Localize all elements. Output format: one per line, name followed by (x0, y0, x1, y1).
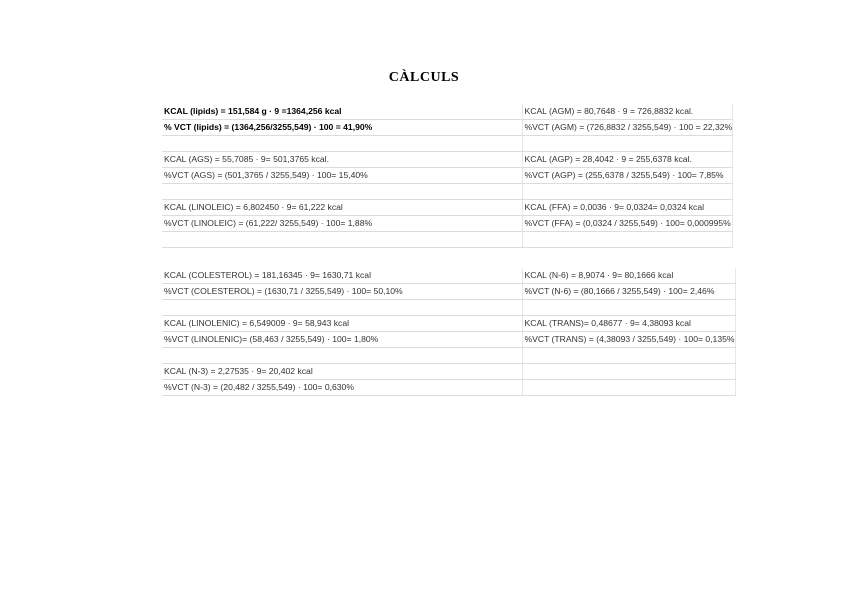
cell-kcal-ffa: KCAL (FFA) = 0,0036 · 9= 0,0324= 0,0324 kcal (522, 200, 733, 216)
cell-kcal-agp: KCAL (AGP) = 28,4042 · 9 = 255,6378 kcal. (522, 152, 733, 168)
table-row (162, 168, 733, 184)
cell-vct-agm: %VCT (AGM) = (726,8832 / 3255,549) · 100 = 22,32% (522, 120, 733, 136)
cell-kcal-lipids: KCAL (lipids) = 151,584 g · 9 =1364,256 kcal (162, 104, 522, 120)
cell-vct-ffa: %VCT (FFA) = (0,0324 / 3255,549) · 100= 0,000995% (522, 216, 733, 232)
table-row (162, 136, 733, 152)
table-row (162, 232, 733, 248)
calc-table-2 (162, 264, 736, 396)
page-title: CÀLCULS (388, 70, 460, 85)
table-row (162, 332, 735, 348)
spreadsheet-block-2 (162, 264, 736, 396)
table-row (162, 104, 733, 120)
spreadsheet-block-1 (162, 104, 733, 248)
cell-kcal-n6: KCAL (N-6) = 8,9074 · 9= 80,1666 kcal (522, 268, 735, 284)
cell-kcal-linolenic: KCAL (LINOLENIC) = 6,549009 · 9= 58,943 kcal (162, 316, 522, 332)
cell-kcal-n3: KCAL (N-3) = 2,27535 · 9= 20,402 kcal (162, 364, 522, 380)
cell-vct-trans: %VCT (TRANS) = (4,38093 / 3255,549) · 100= 0,135% (522, 332, 735, 348)
cell-kcal-colesterol: KCAL (COLESTEROL) = 181,16345 · 9= 1630,71 kcal (162, 268, 522, 284)
table-row (162, 216, 733, 232)
table-row (162, 284, 735, 300)
table-row (162, 348, 735, 364)
cell-empty (522, 380, 735, 396)
table-row (162, 268, 735, 284)
table-row (162, 300, 735, 316)
table-row (162, 364, 735, 380)
cell-vct-n3: %VCT (N-3) = (20,482 / 3255,549) · 100= 0,630% (162, 380, 522, 396)
table-row (162, 184, 733, 200)
cell-vct-ags: %VCT (AGS) = (501,3765 / 3255,549) · 100= 15,40% (162, 168, 522, 184)
table-row (162, 200, 733, 216)
table-row (162, 316, 735, 332)
table-row (162, 152, 733, 168)
cell-vct-agp: %VCT (AGP) = (255,6378 / 3255,549) · 100= 7,85% (522, 168, 733, 184)
cell-vct-linolenic: %VCT (LINOLENIC)= (58,463 / 3255,549) · 100= 1,80% (162, 332, 522, 348)
cell-vct-n6: %VCT (N-6) = (80,1666 / 3255,549) · 100= 2,46% (522, 284, 735, 300)
cell-kcal-ags: KCAL (AGS) = 55,7085 · 9= 501,3765 kcal. (162, 152, 522, 168)
cell-vct-colesterol: %VCT (COLESTEROL) = (1630,71 / 3255,549) · 100= 50,10% (162, 284, 522, 300)
cell-kcal-agm: KCAL (AGM) = 80,7648 · 9 = 726,8832 kcal. (522, 104, 733, 120)
cell-vct-lipids: % VCT (lipids) = (1364,256/3255,549) · 100 = 41,90% (162, 120, 522, 136)
cell-kcal-trans: KCAL (TRANS)= 0,48677 · 9= 4,38093 kcal (522, 316, 735, 332)
table-row (162, 380, 735, 396)
cell-vct-linoleic: %VCT (LINOLEIC) = (61,222/ 3255,549) · 100= 1,88% (162, 216, 522, 232)
cell-kcal-linoleic: KCAL (LINOLEIC) = 6,802450 · 9= 61,222 kcal (162, 200, 522, 216)
calc-table-1 (162, 104, 733, 248)
table-row (162, 120, 733, 136)
cell-empty (522, 364, 735, 380)
